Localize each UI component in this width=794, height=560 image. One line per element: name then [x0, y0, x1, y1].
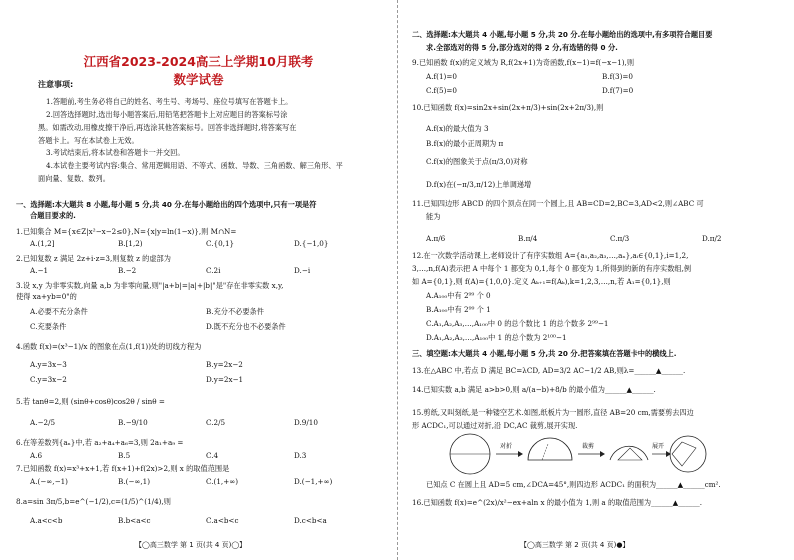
question-3-options-row2	[30, 322, 286, 331]
option: D.f(x)在(−π/3,π/12)上单调递增	[426, 180, 532, 189]
option: D.π/2	[702, 234, 722, 243]
option: B.π/4	[518, 234, 538, 243]
option: D.c<b<a	[294, 516, 327, 525]
question-3-stem-cont: 使得 xa+yb=0"的	[16, 292, 77, 301]
option: D.既不充分也不必要条件	[206, 322, 286, 331]
unfold-label: 展开	[652, 443, 665, 450]
option: B.b<a<c	[118, 516, 151, 525]
circle-diagram	[450, 434, 490, 474]
question-2-stem: 2.已知复数 z 满足 2z+i·z=3,则复数 z 的虚部为	[16, 254, 171, 263]
note-line: 答题卡上。写在本试卷上无效。	[38, 136, 139, 145]
option: A.(−∞,−1)	[30, 477, 68, 486]
notes-heading: 注意事项:	[38, 80, 74, 89]
option: A.(1,2]	[30, 239, 55, 248]
option: A.−1	[30, 266, 49, 275]
section-2-heading-cont: 求.全部选对的得 5 分,部分选对的得 2 分,有选错的得 0 分.	[426, 43, 618, 52]
option: A.π/6	[426, 234, 446, 243]
option: C.A₁,A₂,A₃,…,A₁₀₀中 0 的总个数比 1 的总个数多 2⁹⁹−1	[426, 319, 609, 328]
question-10-stem: 10.已知函数 f(x)=sin2x+sin(2x+π/3)+sin(2x+2π/3),则	[412, 103, 604, 112]
option: A.y=3x−3	[30, 360, 67, 369]
question-12-stem-cont: 3,…,n,f(A)表示把 A 中每个 1 都变为 0,1,每个 0 都变为 1,所得到的新的有序实数组,例	[412, 264, 692, 273]
note-line: 4.本试卷主要考试内容:集合、常用逻辑用语、不等式、函数、导数、三角函数、解三角形、平	[46, 161, 343, 170]
question-6-stem: 6.在等差数列{aₙ}中,若 a₂+a₄+a₆=3,则 2a₁+a₉ =	[16, 438, 184, 447]
cut-arrow	[578, 451, 605, 457]
option: B.(−∞,1)	[118, 477, 151, 486]
cut-shape-diagram	[610, 446, 648, 460]
option: D.3	[294, 451, 307, 460]
semicircle-diagram	[528, 438, 572, 460]
option: D.A₁,A₂,A₃,…,A₁₀₀中 1 的总个数为 2¹⁰⁰−1	[426, 333, 567, 342]
option: C.f(x)的图象关于点(π/3,0)对称	[426, 157, 528, 166]
option: B.[1,2)	[118, 239, 143, 248]
question-4-options-row1	[30, 360, 243, 369]
question-15-stem-cont: 形 ACDC₁,可以通过对折,沿 DC,AC 裁剪,展开实现.	[412, 421, 578, 430]
question-8-options	[30, 516, 374, 525]
option: B.−9/10	[118, 418, 148, 427]
note-line: 面向量、复数、数列。	[38, 174, 110, 183]
option: D.9/10	[294, 418, 318, 427]
section-2-heading: 二、选择题:本大题共 4 小题,每小题 5 分,共 20 分.在每小题给出的选项中,有多项符合题目要	[412, 30, 713, 39]
fold-arrow	[496, 451, 523, 457]
question-12-stem: 12.在一次数学活动课上,老师设计了有序实数组 A={a₁,a₂,a₃,…,aₙ},aᵢ∈{0,1},i=1,2,	[412, 251, 689, 260]
option: D.{−1,0}	[294, 239, 329, 248]
right-page	[397, 0, 794, 560]
option: A.f(x)的最大值为 3	[426, 124, 489, 133]
question-11-stem: 11.已知四边形 ABCD 的四个顶点在同一个圆上,且 AB=CD=2,BC=3,AD<2,则∠ABC 可	[412, 199, 704, 208]
option: C.π/3	[610, 234, 630, 243]
section-1-heading-cont: 合题目要求的.	[30, 211, 76, 220]
note-line: 1.答题前,考生务必将自己的姓名、考生号、考场号、座位号填写在答题卡上。	[46, 97, 293, 106]
exam-subtitle: 数学试卷	[173, 72, 224, 87]
option: D.f(7)=0	[602, 86, 634, 95]
page-footer: 【◯高三数学 第 1 页(共 4 页)◯】	[135, 541, 247, 549]
note-line: 3.考试结束后,将本试卷和答题卡一并交回。	[46, 148, 185, 157]
question-7-options	[30, 477, 374, 486]
question-7-stem: 7.已知函数 f(x)=x³+x+1,若 f(x+1)+f(2x)>2,则 x 的取值范围是	[16, 464, 230, 473]
option: A.f(1)=0	[426, 72, 457, 81]
option: C.f(5)=0	[426, 86, 457, 95]
option: D.(−1,+∞)	[294, 477, 333, 486]
question-4-stem: 4.函数 f(x)=(x³−1)/x 的图象在点(1,f(1))处的切线方程为	[16, 342, 202, 351]
question-9-stem: 9.已知函数 f(x)的定义域为 R,f(2x+1)为奇函数,f(x−1)=f(−x−1),则	[412, 58, 635, 67]
question-5-options	[30, 418, 374, 427]
question-16: 16.已知函数 f(x)=e^(2x)/x²−ex+aln x 的最小值为 1,则 a 的取值范围为______▲______.	[412, 498, 703, 507]
paper-cutting-figure	[448, 430, 708, 480]
option: A.A₁₀₀中有 2⁹⁹ 个 0	[426, 291, 491, 300]
question-8-stem: 8.a=sin 3π/5,b=e^(−1/2),c=(1/5)^(1/4),则	[16, 497, 171, 506]
option: B.y=2x−2	[206, 360, 243, 369]
question-15-stem: 15.剪纸,又叫刻纸,是一种镂空艺术.如图,纸板片为一圆形,直径 AB=20 cm,需要剪去四边	[412, 408, 694, 417]
question-6-options	[30, 451, 374, 460]
unfold-arrow	[652, 451, 671, 457]
option: A.−2/5	[30, 418, 56, 427]
option: C.y=3x−2	[30, 375, 67, 384]
question-15-condition: 已知点 C 在圆上且 AD=5 cm,∠DCA=45°,则四边形 ACDC₁ 的面积为______▲______cm².	[426, 480, 721, 489]
option: C.2/5	[206, 418, 226, 427]
option: B.f(3)=0	[602, 72, 634, 81]
unfolded-circle-diagram	[670, 436, 706, 472]
option: D.−i	[294, 266, 311, 275]
question-11-stem-cont: 能为	[426, 212, 441, 221]
option: C.(1,+∞)	[206, 477, 239, 486]
question-11-options	[426, 234, 772, 243]
question-4-options-row2	[30, 375, 243, 384]
option: A.必要不充分条件	[30, 307, 88, 316]
question-9-options-row2	[426, 86, 633, 95]
question-13: 13.在△ABC 中,若点 D 满足 BC=λCD, AD=3/2 AC−1/2 AB,则λ=______▲______.	[412, 366, 686, 375]
option: A.a<c<b	[30, 516, 63, 525]
option: C.充要条件	[30, 322, 67, 331]
question-2-options	[30, 266, 374, 275]
option: C.a<b<c	[206, 516, 239, 525]
exam-title: 江西省2023-2024高三上学期10月联考	[83, 54, 314, 69]
question-3-options-row1	[30, 307, 264, 316]
question-1-stem: 1.已知集合 M={x∈Z|x²−x−2≤0},N={x|y=ln(1−x)},则 M∩N=	[16, 227, 237, 236]
fold-label: 对折	[500, 443, 513, 450]
cut-label: 裁剪	[582, 443, 595, 450]
question-12-stem-cont: 如 A={0,1},则 f(A)={1,0,0}.定义 Aₖ₊₁=f(Aₖ),k=1,2,3,…,n,若 A₁={0,1},则	[412, 277, 671, 286]
question-5-stem: 5.若 tanθ=2,则 (sinθ+cosθ)cos2θ / sinθ =	[16, 397, 165, 406]
option: B.f(x)的最小正周期为 π	[426, 139, 504, 148]
option: B.5	[118, 451, 131, 460]
option: B.−2	[118, 266, 137, 275]
question-3-stem: 3.设 x,y 为非零实数,向量 a,b 为非零向量,则"|a+b|=|a|+|b|"是"存在非零实数 x,y,	[16, 281, 284, 290]
option: C.4	[206, 451, 219, 460]
section-3-heading: 三、填空题:本大题共 4 小题,每小题 5 分,共 20 分.把答案填在答题卡中的横线上.	[412, 349, 677, 358]
option: A.6	[30, 451, 43, 460]
option: B.充分不必要条件	[206, 307, 264, 316]
question-1-options	[30, 239, 374, 248]
option: C.2i	[206, 266, 221, 275]
option: C.{0,1}	[206, 239, 235, 248]
note-line: 2.回答选择题时,选出每小题答案后,用铅笔把答题卡上对应题目的答案标号涂	[46, 110, 288, 119]
note-line: 黑。如需改动,用橡皮擦干净后,再选涂其他答案标号。回答非选择题时,将答案写在	[38, 123, 297, 132]
option: B.A₁₀₀中有 2⁹⁹ 个 1	[426, 305, 491, 314]
question-9-options-row1	[426, 72, 633, 81]
page-footer: 【◯高三数学 第 2 页(共 4 页)●】	[520, 541, 630, 549]
option: D.y=2x−1	[206, 375, 244, 384]
question-14: 14.已知实数 a,b 满足 a>b>0,则 a/(a−b)+8/b 的最小值为______▲______.	[412, 385, 656, 394]
section-1-heading: 一、选择题:本大题共 8 小题,每小题 5 分,共 40 分.在每小题给出的四个选项中,只有一项是符	[16, 200, 317, 209]
